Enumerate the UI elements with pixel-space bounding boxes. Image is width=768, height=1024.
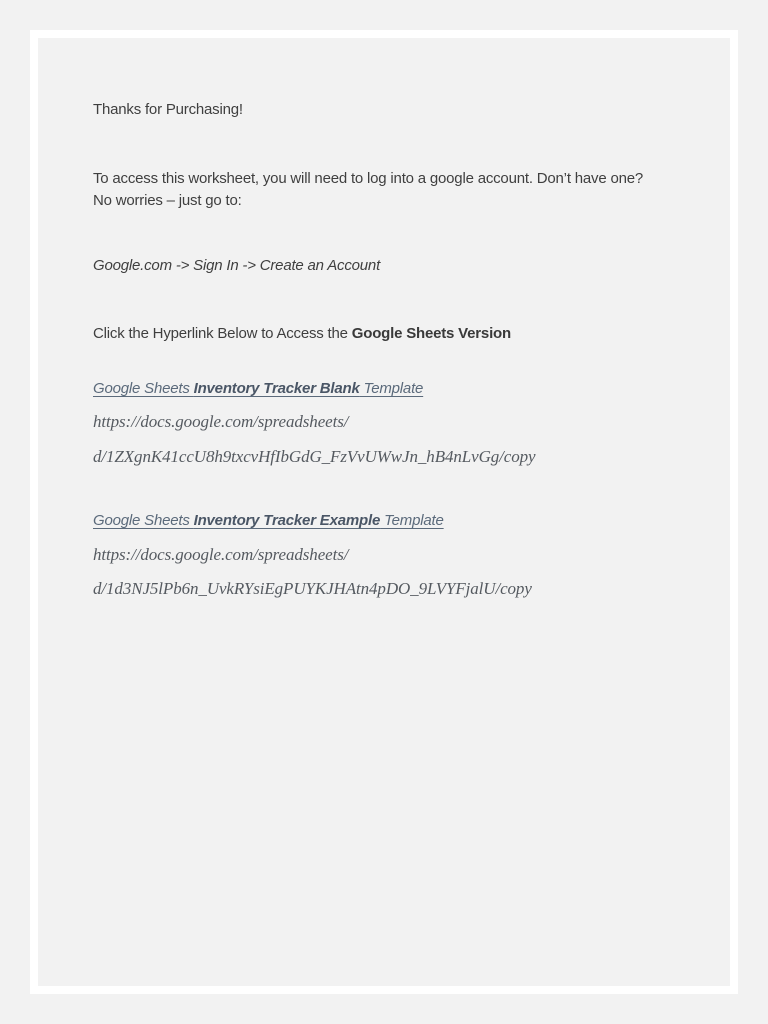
example-template-link-row <box>93 510 444 532</box>
signup-path: Google.com -> Sign In -> Create an Account <box>93 257 381 274</box>
example-template-url-line-1: https://docs.google.com/spreadsheets/ <box>93 545 349 564</box>
blank-template-link-bold: Inventory Tracker Blank <box>193 380 360 397</box>
blank-template-link-row <box>93 378 423 400</box>
hyperlink-prompt-prefix: Click the Hyperlink Below to Access the <box>93 325 352 342</box>
blank-template-link-suffix: Template <box>359 380 424 397</box>
blank-template-url-line-2: d/1ZXgnK41ccU8h9txcvHfIbGdG_FzVvUWwJn_hB4nLvGg/copy <box>93 447 536 466</box>
blank-template-url-line-1: https://docs.google.com/spreadsheets/ <box>93 412 349 431</box>
access-instructions-line-1: To access this worksheet, you will need to log into a google account. Don’t have one? <box>93 170 644 187</box>
example-template-url-line-2: d/1d3NJ5lPb6n_UvkRYsiEgPUYKJHAtn4pDO_9LVYFjalU/copy <box>93 579 532 598</box>
thanks-heading: Thanks for Purchasing! <box>93 101 243 118</box>
example-template-link[interactable] <box>93 512 444 529</box>
example-template-link-suffix: Template <box>380 512 444 529</box>
example-template-link-bold: Inventory Tracker Example <box>193 512 381 529</box>
access-instructions-line-2: No worries – just go to: <box>93 192 242 209</box>
hyperlink-prompt <box>93 323 511 345</box>
blank-template-link-prefix: Google Sheets <box>93 380 194 397</box>
hyperlink-prompt-emphasis: Google Sheets Version <box>351 325 511 342</box>
blank-template-link[interactable] <box>93 380 423 397</box>
example-template-link-prefix: Google Sheets <box>93 512 194 529</box>
